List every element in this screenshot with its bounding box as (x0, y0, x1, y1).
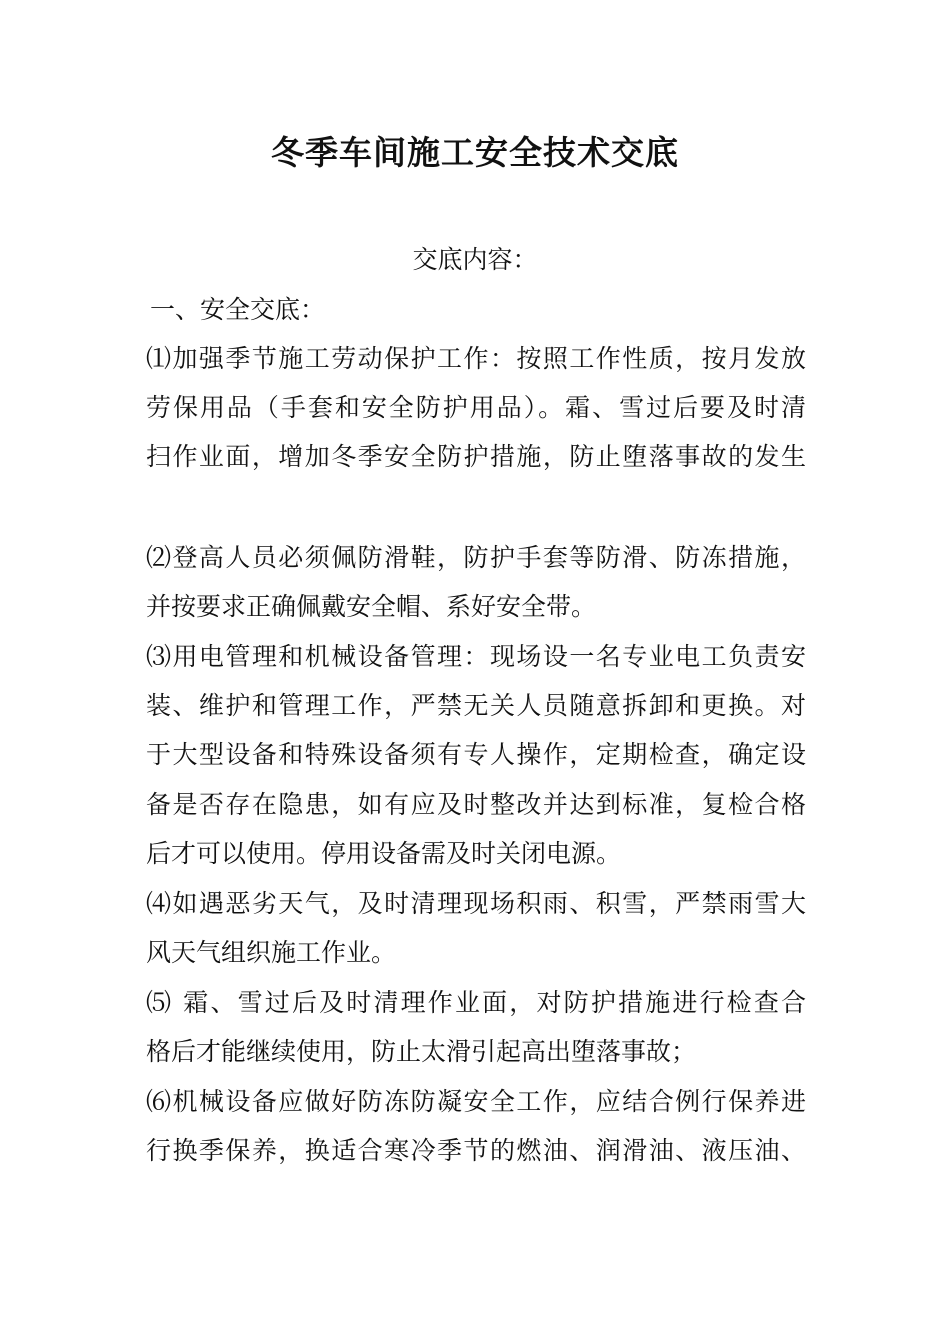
document-title: 冬季车间施工安全技术交底 (271, 133, 679, 172)
paragraph-line: ⑹机械设备应做好防冻防凝安全工作，应结合例行保养进 (146, 1087, 806, 1116)
paragraph-line: 于大型设备和特殊设备须有专人操作，定期检查，确定设 (146, 740, 806, 769)
paragraph-line: 后才可以使用。停用设备需及时关闭电源。 (146, 839, 622, 868)
subtitle: 交底内容： (412, 245, 538, 274)
paragraph-line: 格后才能继续使用，防止太滑引起高出堕落事故； (146, 1037, 697, 1066)
paragraph-line: ⑷如遇恶劣天气，及时清理现场积雨、积雪，严禁雨雪大 (146, 889, 806, 918)
paragraph-line: ⑵登高人员必须佩防滑鞋，防护手套等防滑、防冻措施， (146, 543, 806, 572)
paragraph-line: ⑴加强季节施工劳动保护工作：按照工作性质，按月发放 (146, 344, 806, 373)
paragraph-line: 备是否存在隐患，如有应及时整改并达到标准，复检合格 (146, 790, 806, 819)
paragraph-line: ⑸ 霜、雪过后及时清理作业面，对防护措施进行检查合 (146, 988, 806, 1017)
paragraph-line: 劳保用品（手套和安全防护用品）。霜、雪过后要及时清 (146, 393, 806, 422)
section-heading: 一、安全交底： (150, 295, 326, 324)
paragraph-line: 行换季保养，换适合寒冷季节的燃油、润滑油、液压油、 (146, 1136, 806, 1165)
paragraph-line: 风天气组织施工作业。 (146, 938, 397, 967)
paragraph-line: 扫作业面，增加冬季安全防护措施，防止堕落事故的发生 (146, 442, 806, 471)
paragraph-line: 并按要求正确佩戴安全帽、系好安全带。 (146, 592, 597, 621)
paragraph-line: 装、维护和管理工作，严禁无关人员随意拆卸和更换。对 (146, 691, 806, 720)
paragraph-line: ⑶用电管理和机械设备管理：现场设一名专业电工负责安 (146, 642, 806, 671)
